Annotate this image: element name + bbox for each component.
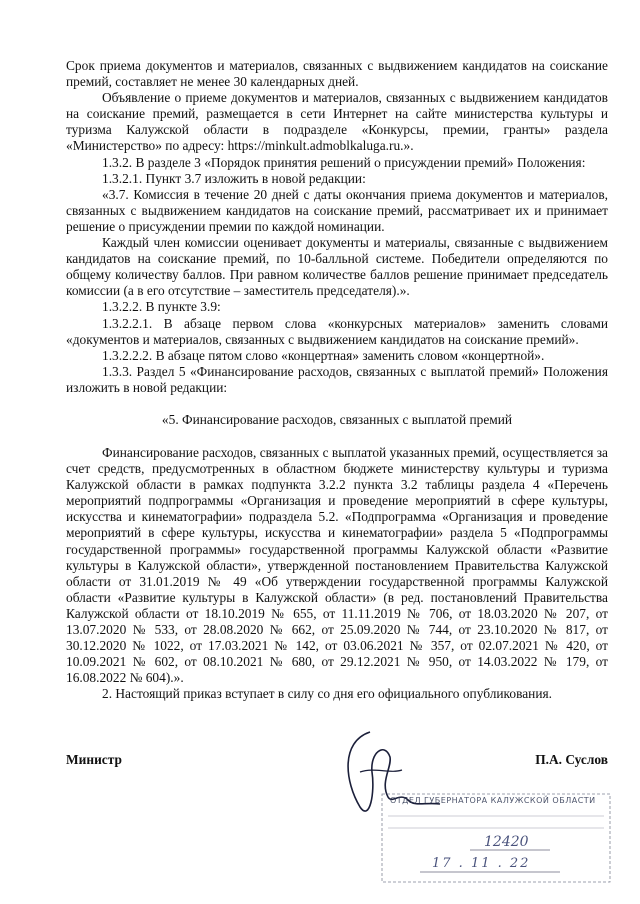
paragraph-announcement: Объявление о приеме документов и материалов, связанных с выдвижением кандидатов на соискание премий, размещается в сети Интернет на сайте министерства культуры и туризма Калужской области в подразделе «Конкурсы, премии, гранты» раздела «Министерство» по адресу: https://minkult.admoblkaluga.ru.».	[66, 90, 608, 154]
paragraph-submission-period: Срок приема документов и материалов, связанных с выдвижением кандидатов на соискание премий, составляет не менее 30 календарных дней.	[66, 58, 608, 90]
paragraph-1-3-2: 1.3.2. В разделе 3 «Порядок принятия решений о присуждении премий» Положения:	[102, 154, 586, 170]
paragraph-financing: Финансирование расходов, связанных с выплатой указанных премий, осуществляется за счет средств, предусмотренных в областном бюджете министерству культуры и туризма Калужской области в рамках подпункта 3.2.2 пункта 3.2 таблицы раздела 4 «Перечень мероприятий подпрограммы «Организация и проведение мероприятий в сфере культуры, искусства и кинематографии» подраздела 5.2. «Подпрограмма «Организация и проведение мероприятий в сфере культуры, искусства и кинематографии» раздела 5 «Подпрограммы государственной программы» государственной программы Калужской области «Развитие культуры в Калужской области», утвержденной постановлением Правительства Калужской области от 31.01.2019 № 49 «Об утверждении государственной программы Калужской области «Развитие культуры в Калужской области» (в ред. постановлений Правительства Калужской области от 18.10.2019 № 655, от 11.11.2019 № 706, от 18.03.2020 № 207, от 13.07.2020 № 533, от 28.08.2020 № 662, от 25.09.2020 № 744, от 23.10.2020 № 817, от 30.12.2020 № 1022, от 17.03.2021 № 142, от 03.06.2021 № 357, от 02.07.2021 № 420, от 10.09.2021 № 602, от 08.10.2021 № 680, от 29.12.2021 № 950, от 14.03.2022 № 179, от 16.08.2022 № 604).».	[66, 444, 608, 686]
stamp-header: ОТДЕЛ ГУБЕРНАТОРА КАЛУЖСКОЙ ОБЛАСТИ	[390, 796, 596, 805]
stamp-number: 12420	[484, 834, 529, 850]
paragraph-1-3-2-2: 1.3.2.2. В пункте 3.9:	[102, 299, 221, 315]
paragraph-1-3-2-1: 1.3.2.1. Пункт 3.7 изложить в новой редакции:	[102, 170, 366, 186]
paragraph-3-7: «3.7. Комиссия в течение 20 дней с даты окончания приема документов и материалов, связанных с выдвижением кандидатов на соискание премий, рассматривает их и принимает решение о присуждении премии по каждой номинации.	[66, 186, 608, 234]
document-body	[66, 58, 608, 702]
section-5-heading: «5. Финансирование расходов, связанных с выплатой премий	[161, 411, 513, 427]
paragraph-1-3-3: 1.3.3. Раздел 5 «Финансирование расходов, связанных с выплатой премий» Положения изложить в новой редакции:	[66, 363, 608, 395]
signatory-name: П.А. Суслов	[535, 752, 608, 767]
paragraph-1-3-2-2-1: 1.3.2.2.1. В абзаце первом слова «конкурсных материалов» заменить словами «документов и материалов, связанных с выдвижением кандидатов на соискание премий».	[66, 315, 608, 347]
paragraph-effective-date: 2. Настоящий приказ вступает в силу со дня его официального опубликования.	[102, 686, 552, 702]
signatory-title: Министр	[66, 752, 122, 767]
paragraph-1-3-2-2-2: 1.3.2.2.2. В абзаце пятом слово «концертная» заменить словом «концертной».	[102, 347, 545, 363]
registration-stamp	[380, 792, 612, 884]
stamp-date: 17 . 11 . 22	[432, 856, 531, 871]
paragraph-evaluation: Каждый член комиссии оценивает документы и материалы, связанные с выдвижением кандидатов на соискание премий, по 10-балльной системе. Победители определяются по общему количеству баллов. При равном количестве баллов решение принимает председатель комиссии (а в его отсутствие – заместитель председателя).».	[66, 235, 608, 299]
